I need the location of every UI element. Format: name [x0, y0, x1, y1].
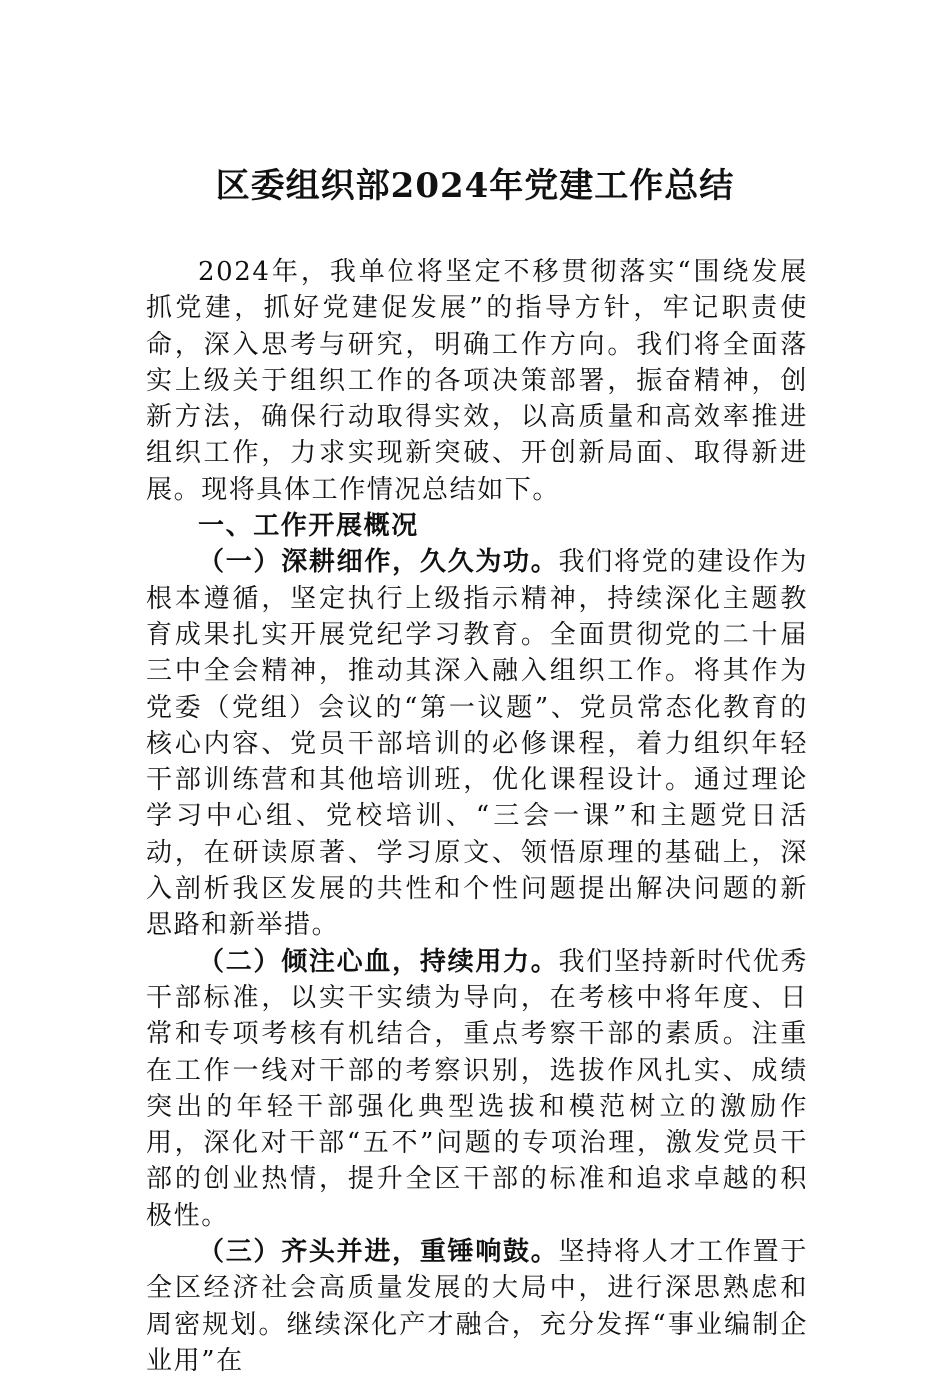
paragraph-text: 我们坚持新时代优秀干部标准，以实干实绩为导向，在考核中将年度、日常和专项考核有机结合，重点考察干部的素质。注重在工作一线对干部的考察识别，选拔作风扎实、成绩突出的年轻干部强化典型选拔和模范树立的激励作用，深化对干部“五不”问题的专项治理，激发党员干部的创业热情，提升全区干部的标准和追求卓越的积极性。	[146, 946, 808, 1231]
paragraph-lead: （二）倾注心血，持续用力。	[198, 946, 559, 977]
paragraph-item-2	[146, 944, 808, 1234]
section-heading: 一、工作开展概况	[198, 511, 419, 542]
intro-paragraph: 2024年，我单位将坚定不移贯彻落实“围绕发展抓党建，抓好党建促发展”的指导方针，牢记职责使命，深入思考与研究，明确工作方向。我们将全面落实上级关于组织工作的各项决策部署，振奋精神，创新方法，确保行动取得实效，以高质量和高效率推进组织工作，力求实现新突破、开创新局面、取得新进展。现将具体工作情况总结如下。	[146, 257, 808, 505]
paragraph-item-3	[146, 1234, 808, 1379]
paragraph-text: 坚持将人才工作置于全区经济社会高质量发展的大局中，进行深思熟虑和周密规划。继续深化产才融合，充分发挥“事业编制企业用”在	[146, 1237, 808, 1376]
paragraph-lead: （三）齐头并进，重锤响鼓。	[198, 1237, 559, 1268]
paragraph-item-1	[146, 544, 808, 943]
document-body	[146, 254, 808, 1379]
document-title: 区委组织部2024年党建工作总结	[215, 166, 735, 206]
paragraph-text: 我们将党的建设作为根本遵循，坚定执行上级指示精神，持续深化主题教育成果扎实开展党纪学习教育。全面贯彻党的二十届三中全会精神，推动其深入融入组织工作。将其作为党委（党组）会议的“第一议题”、党员常态化教育的核心内容、党员干部培训的必修课程，着力组织年轻干部训练营和其他培训班，优化课程设计。通过理论学习中心组、党校培训、“三会一课”和主题党日活动，在研读原著、学习原文、领悟原理的基础上，深入剖析我区发展的共性和个性问题提出解决问题的新思路和新举措。	[146, 547, 808, 941]
paragraph-lead: （一）深耕细作，久久为功。	[198, 547, 559, 578]
